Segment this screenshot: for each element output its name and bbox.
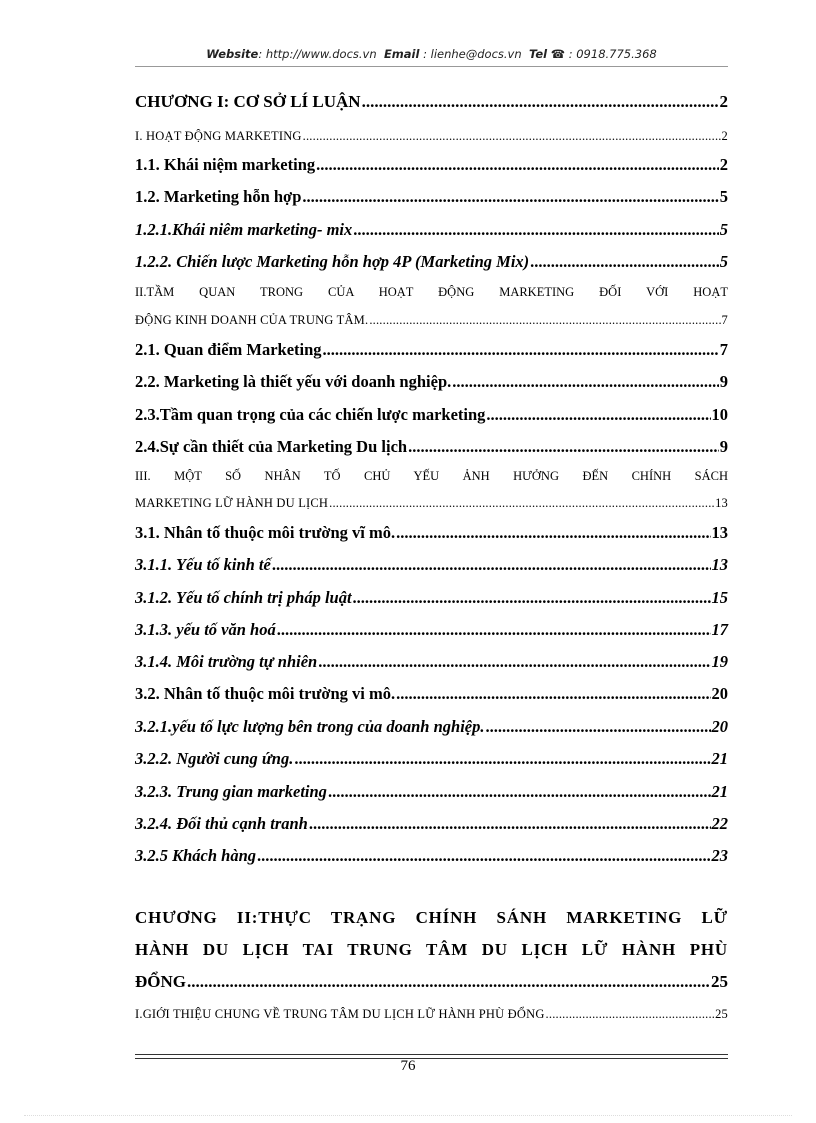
- toc-entry-page: 10: [711, 405, 728, 424]
- tel-label: Tel: [528, 47, 548, 61]
- toc-leader-dots: [323, 340, 719, 360]
- toc-entry-page: 9: [719, 437, 728, 456]
- toc-entry-title: 1.2. Marketing hỗn hợp: [135, 187, 302, 206]
- toc-entry-title: ĐỘNG KINH DOANH CỦA TRUNG TÂM.: [135, 313, 369, 327]
- email-value: : lienhe@docs.vn: [423, 47, 522, 61]
- toc-entry: [135, 620, 728, 640]
- toc-entry-title: 3.1.2. Yếu tố chính trị pháp luật: [135, 588, 352, 607]
- toc-entry-heading-line: III. MỘT SỐ NHÂN TỐ CHỦ YẾU ẢNH HƯỞNG ĐẾN CHÍNH SÁCH: [135, 469, 728, 483]
- toc-entry-title: ĐỔNG: [135, 972, 186, 991]
- toc-entry-page: 20: [711, 717, 728, 736]
- toc-entry-title: I.GIỚI THIỆU CHUNG VỀ TRUNG TÂM DU LỊCH LỮ HÀNH PHÙ ĐỔNG: [135, 1007, 545, 1021]
- toc-entry-page: 13: [711, 523, 728, 542]
- toc-leader-dots: [353, 220, 718, 240]
- toc-entry: [135, 155, 728, 175]
- toc-entry-title: 3.2.1.yếu tố lực lượng bên trong của doanh nghiệp.: [135, 717, 485, 736]
- toc-leader-dots: [486, 405, 710, 425]
- toc-entry: [135, 92, 728, 112]
- toc-entry: [135, 437, 728, 457]
- toc-entry-title: 3.1. Nhân tố thuộc môi trường vĩ mô.: [135, 523, 396, 542]
- toc-leader-dots: [396, 684, 710, 704]
- toc-leader-dots: [257, 846, 710, 866]
- toc-entry-heading-line: CHƯƠNG II:THỰC TRẠNG CHÍNH SÁNH MARKETING LỮ: [135, 908, 728, 927]
- toc-entry-page: 20: [711, 684, 728, 703]
- toc-leader-dots: [353, 588, 711, 608]
- toc-leader-dots: [329, 496, 714, 511]
- toc-entry-page: 7: [721, 313, 728, 327]
- toc-entry: [135, 372, 728, 392]
- toc-entry-title: 2.4.Sự cần thiết của Marketing Du lịch: [135, 437, 408, 456]
- toc-leader-dots: [408, 437, 719, 457]
- toc-entry-title: 3.1.4. Môi trường tự nhiên: [135, 652, 318, 671]
- toc-entry-title: 1.1. Khái niệm marketing: [135, 155, 316, 174]
- toc-entry: [135, 652, 728, 672]
- toc-entry: [135, 782, 728, 802]
- toc-entry-page: 13: [711, 555, 728, 574]
- toc-entry-title: CHƯƠNG I: CƠ SỞ LÍ LUẬN: [135, 92, 361, 111]
- website-value: : http://www.docs.vn: [258, 47, 377, 61]
- toc-entry: [135, 1007, 728, 1022]
- toc-entry-page: 9: [719, 372, 728, 391]
- toc-entry-title: 3.2.3. Trung gian marketing: [135, 782, 327, 801]
- toc-leader-dots: [277, 620, 711, 640]
- toc-entry: [135, 252, 728, 272]
- toc-entry-page: 13: [715, 496, 728, 510]
- toc-entry-page: 21: [711, 749, 728, 768]
- page-bottom-edge: [24, 1115, 792, 1116]
- toc-leader-dots: [328, 782, 711, 802]
- toc-entry-page: 2: [719, 92, 728, 111]
- toc-leader-dots: [294, 749, 710, 769]
- toc-entry-page: 17: [711, 620, 728, 639]
- toc-leader-dots: [546, 1007, 715, 1022]
- toc-leader-dots: [486, 717, 711, 737]
- toc-entry-page: 7: [719, 340, 728, 359]
- toc-entry: [135, 496, 728, 511]
- toc-leader-dots: [362, 92, 719, 112]
- website-label: Website: [206, 47, 259, 61]
- footer-divider: [135, 1054, 728, 1055]
- toc-entry-page: 5: [719, 220, 728, 239]
- toc-entry-page: 25: [711, 972, 728, 991]
- toc-entry-title: 3.1.3. yếu tố văn hoá: [135, 620, 276, 639]
- toc-entry-page: 25: [715, 1007, 728, 1021]
- toc-leader-dots: [369, 313, 720, 328]
- toc-entry: [135, 814, 728, 834]
- toc-entry-title: 2.3.Tầm quan trọng của các chiến lược marketing: [135, 405, 486, 424]
- toc-entry-title: 3.2.5 Khách hàng: [135, 846, 257, 865]
- tel-value: ☎ : 0918.775.368: [550, 47, 657, 61]
- toc-entry-page: 22: [711, 814, 728, 833]
- toc-entry-page: 23: [711, 846, 728, 865]
- toc-leader-dots: [318, 652, 710, 672]
- toc-entry-title: 2.2. Marketing là thiết yếu với doanh nghiệp.: [135, 372, 452, 391]
- toc-entry-page: 19: [711, 652, 728, 671]
- toc-leader-dots: [309, 814, 711, 834]
- toc-leader-dots: [187, 972, 710, 992]
- toc-leader-dots: [303, 129, 721, 144]
- toc-entry-page: 5: [719, 252, 728, 271]
- toc-entry-page: 15: [711, 588, 728, 607]
- toc-entry: [135, 340, 728, 360]
- toc-entry: [135, 749, 728, 769]
- toc-entry-title: I. HOẠT ĐỘNG MARKETING: [135, 129, 302, 143]
- toc-entry-page: 2: [719, 155, 728, 174]
- toc-entry-title: 2.1. Quan điểm Marketing: [135, 340, 322, 359]
- toc-entry: [135, 523, 728, 543]
- toc-leader-dots: [452, 372, 719, 392]
- toc-entry: [135, 129, 728, 144]
- toc-entry: [135, 684, 728, 704]
- email-label: Email: [383, 47, 420, 61]
- toc-entry: [135, 220, 728, 240]
- toc-entry-title: MARKETING LỮ HÀNH DU LỊCH: [135, 496, 329, 510]
- toc-leader-dots: [396, 523, 710, 543]
- toc-entry: [135, 588, 728, 608]
- page-header: [135, 47, 728, 61]
- toc-entry: [135, 717, 728, 737]
- toc-leader-dots: [302, 187, 718, 207]
- toc-entry-heading-line: II.TẦM QUAN TRONG CỦA HOẠT ĐỘNG MARKETING ĐỐI VỚI HOẠT: [135, 285, 728, 299]
- toc-entry-title: 3.2.2. Người cung ứng.: [135, 749, 294, 768]
- toc-entry: [135, 555, 728, 575]
- toc-entry-heading-line: HÀNH DU LỊCH TAI TRUNG TÂM DU LỊCH LỮ HÀNH PHÙ: [135, 940, 728, 959]
- toc-entry-title: 3.2.4. Đối thủ cạnh tranh: [135, 814, 308, 833]
- header-divider: [135, 66, 728, 67]
- page-number: 76: [400, 1058, 416, 1074]
- toc-entry-title: 1.2.2. Chiến lược Marketing hỗn hợp 4P (Marketing Mix): [135, 252, 530, 271]
- toc-leader-dots: [530, 252, 719, 272]
- toc-entry-page: 21: [711, 782, 728, 801]
- toc-entry: [135, 313, 728, 328]
- toc-entry: [135, 846, 728, 866]
- toc-entry-page: 2: [721, 129, 728, 143]
- toc-entry: [135, 405, 728, 425]
- toc-entry-title: 3.2. Nhân tố thuộc môi trường vi mô.: [135, 684, 396, 703]
- toc-entry: [135, 972, 728, 992]
- toc-entry-title: 3.1.1. Yếu tố kinh tế: [135, 555, 271, 574]
- toc-leader-dots: [316, 155, 719, 175]
- toc-entry: [135, 187, 728, 207]
- toc-entry-page: 5: [719, 187, 728, 206]
- toc-entry-title: 1.2.1.Khái niêm marketing- mix: [135, 220, 353, 239]
- toc-leader-dots: [272, 555, 711, 575]
